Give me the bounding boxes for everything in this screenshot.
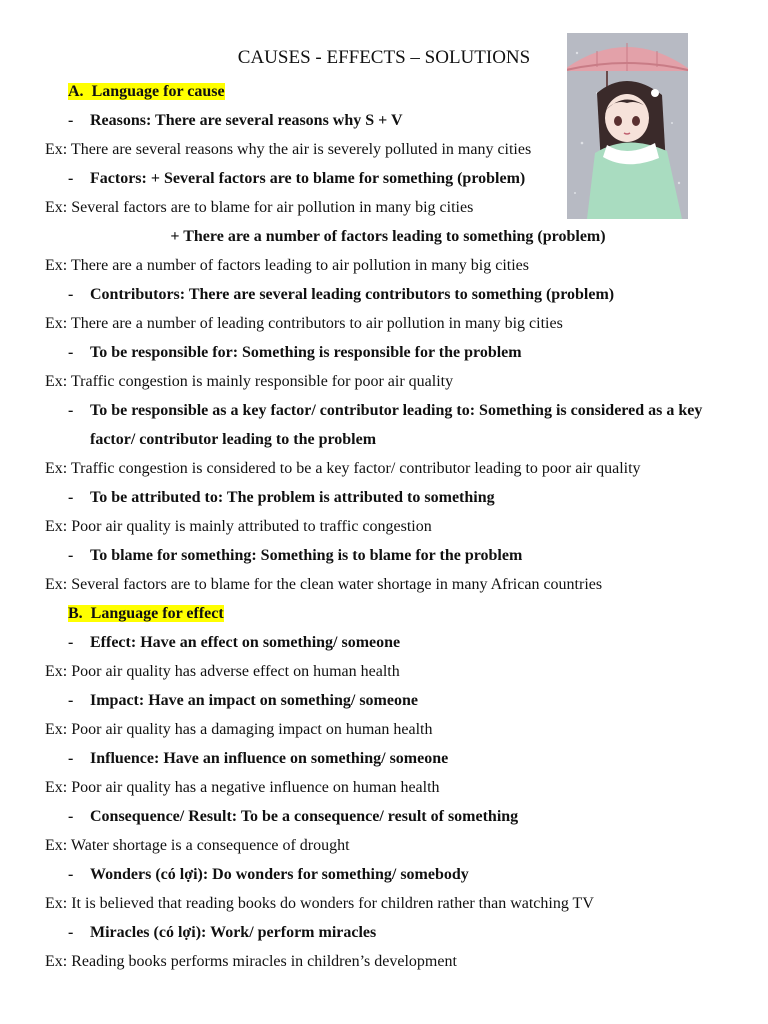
example-line: Ex: It is believed that reading books do wonders for children rather than watching TV <box>45 895 594 912</box>
section-b-label: Language for effect <box>90 605 224 622</box>
example-line: Ex: Water shortage is a consequence of drought <box>45 837 350 854</box>
list-item: - Influence: Have an influence on something/ someone <box>68 750 449 767</box>
example-line: Ex: Poor air quality has a damaging impact on human health <box>45 721 433 738</box>
list-item: - Effect: Have an effect on something/ someone <box>68 634 401 651</box>
example-line: Ex: Traffic congestion is mainly responsible for poor air quality <box>45 373 454 390</box>
girl-with-umbrella-illustration <box>567 33 688 219</box>
list-item: - Factors: + Several factors are to blame for something (problem) <box>68 170 526 187</box>
list-item-continuation: + There are a number of factors leading to something (problem) <box>170 228 606 245</box>
section-a-label: Language for cause <box>91 83 225 100</box>
example-line: Ex: Several factors are to blame for the clean water shortage in many African countries <box>45 576 603 593</box>
list-item: - To be attributed to: The problem is attributed to something <box>68 489 495 506</box>
list-item: - Consequence/ Result: To be a consequence/ result of something <box>68 808 519 825</box>
example-line: Ex: Traffic congestion is considered to be a key factor/ contributor leading to poor air quality <box>45 460 641 477</box>
list-item: - Miracles (có lợi): Work/ perform miracles <box>68 924 377 941</box>
list-item: - To blame for something: Something is to blame for the problem <box>68 547 523 564</box>
list-item: - Contributors: There are several leading contributors to something (problem) <box>68 286 615 303</box>
example-line: Ex: Poor air quality has a negative influence on human health <box>45 779 440 796</box>
example-line: Ex: Several factors are to blame for air pollution in many big cities <box>45 199 474 216</box>
section-a-marker: A. <box>68 83 84 100</box>
list-item: - To be responsible as a key factor/ contributor leading to: Something is considered as a key <box>68 402 703 419</box>
list-item: - Impact: Have an impact on something/ someone <box>68 692 418 709</box>
example-line: Ex: There are several reasons why the air is severely polluted in many cities <box>45 141 532 158</box>
page-title: CAUSES - EFFECTS – SOLUTIONS <box>237 47 531 68</box>
section-b-heading <box>68 604 224 624</box>
example-line: Ex: Reading books performs miracles in children’s development <box>45 953 457 970</box>
list-item: - To be responsible for: Something is responsible for the problem <box>68 344 522 361</box>
list-item: - Wonders (có lợi): Do wonders for something/ somebody <box>68 866 469 883</box>
example-line: Ex: Poor air quality is mainly attributed to traffic congestion <box>45 518 432 535</box>
section-a-heading <box>68 82 225 102</box>
section-b-marker: B. <box>68 605 83 622</box>
list-item: - Reasons: There are several reasons why S + V <box>68 112 403 129</box>
example-line: Ex: There are a number of factors leading to air pollution in many big cities <box>45 257 529 274</box>
list-item-continuation: factor/ contributor leading to the problem <box>90 431 377 448</box>
example-line: Ex: Poor air quality has adverse effect on human health <box>45 663 400 680</box>
example-line: Ex: There are a number of leading contributors to air pollution in many big cities <box>45 315 563 332</box>
